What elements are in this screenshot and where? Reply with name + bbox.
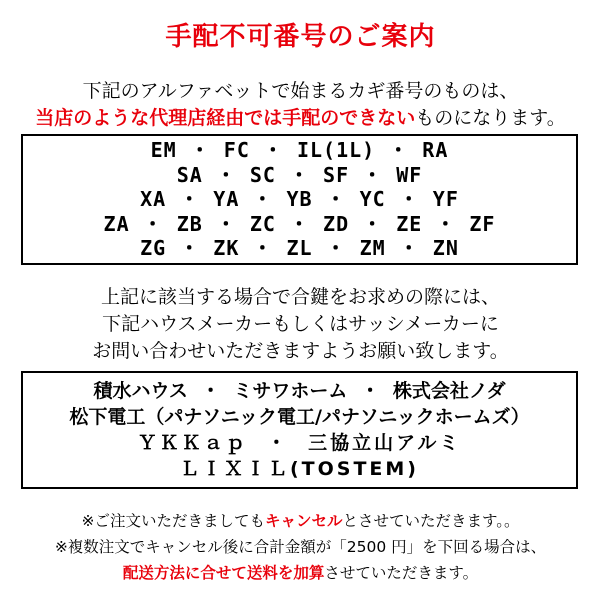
maker-row: 積水ハウス ・ ミサワホーム ・ 株式会社ノダ	[93, 380, 506, 402]
note-minimum-amount: ※複数注文でキャンセル後に合計金額が「2500 円」を下回る場合は、	[54, 538, 547, 556]
note-cancel	[0, 508, 601, 534]
note-shipping-highlight: 配送方法に合せて送料を加算	[122, 564, 325, 582]
key-code-row: ZG ・ ZK ・ ZL ・ ZM ・ ZN	[140, 236, 459, 261]
guidance-text	[0, 284, 601, 365]
intro-line-2	[0, 105, 601, 132]
intro-line-1: 下記のアルファベットで始まるカギ番号のものは、	[82, 80, 519, 102]
maker-row: ＬＩＸＩＬ(TOSTEM)	[179, 458, 419, 480]
notes	[0, 508, 601, 586]
key-code-row: ZA ・ ZB ・ ZC ・ ZD ・ ZE ・ ZF	[103, 211, 496, 236]
note-cancel-text-a: ※ご注文いただきましても	[81, 512, 265, 530]
maker-row: ＹＫＫａｐ ・ 三協立山アルミ	[137, 432, 462, 454]
key-code-row: EM ・ FC ・ IL(1L) ・ RA	[150, 138, 449, 163]
guidance-line-1: 上記に該当する場合で合鍵をお求めの際には、	[100, 286, 500, 308]
maker-box	[21, 371, 578, 489]
note-shipping-text: させていただきます。	[324, 564, 479, 582]
key-code-row: XA ・ YA ・ YB ・ YC ・ YF	[140, 187, 459, 212]
note-cancel-highlight: キャンセル	[264, 512, 343, 530]
guidance-line-2: 下記ハウスメーカーもしくはサッシメーカーに	[102, 313, 499, 335]
guidance-line-3: お問い合わせいただきますようお願い致します。	[92, 340, 509, 362]
intro-warning-text: 当店のような代理店経由では手配のできない	[35, 107, 416, 129]
maker-row: 松下電工（パナソニック電工/パナソニックホームズ）	[69, 406, 530, 428]
intro-text	[0, 78, 601, 132]
page-title: 手配不可番号のご案内	[165, 22, 436, 52]
note-shipping	[0, 560, 601, 586]
intro-line-2-rest: ものになります。	[415, 107, 566, 129]
note-cancel-text-b: とさせていただきます。。	[342, 512, 520, 530]
key-code-row: SA ・ SC ・ SF ・ WF	[176, 162, 423, 187]
key-code-box	[21, 134, 578, 265]
